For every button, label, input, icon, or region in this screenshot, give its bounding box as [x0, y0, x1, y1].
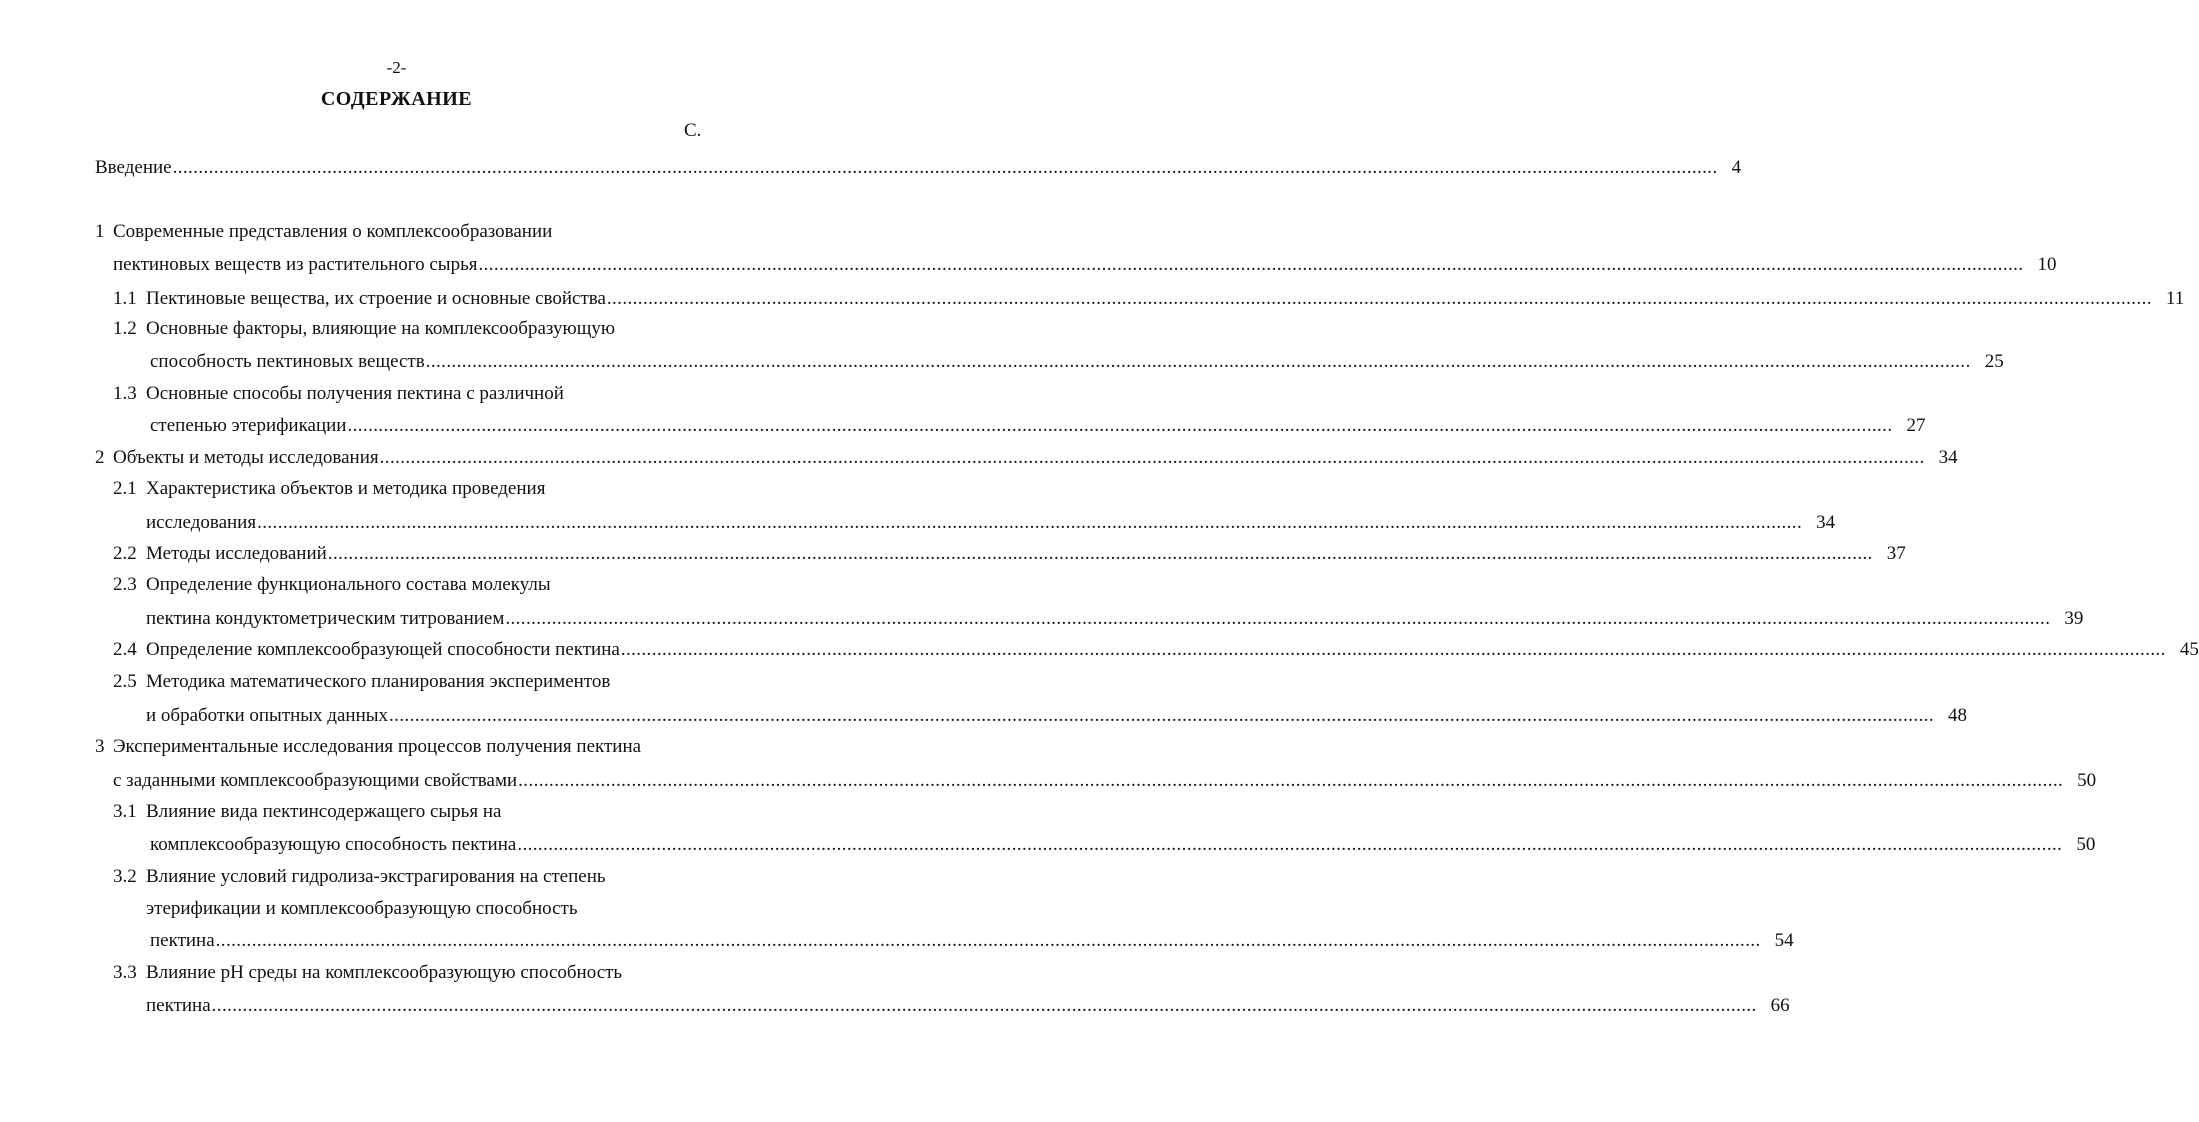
- toc-entry-number: 3.2: [113, 866, 137, 887]
- toc-entry-title: пектина кондуктометрическим титрованием: [146, 608, 505, 629]
- toc-line: [113, 666, 611, 694]
- toc-entry-number: 1.1: [113, 288, 137, 309]
- toc-leader-dots: ............................................................................................................................................................................................................................................................................................................: [215, 930, 1761, 951]
- toc-entry-title: Методика математического планирования экспериментов: [146, 671, 611, 692]
- toc-line: [113, 861, 606, 889]
- toc-page-number: 50: [2077, 770, 2097, 791]
- toc-entry-title: с заданными комплексообразующими свойствами: [113, 770, 518, 791]
- toc-entry-number: 3.1: [113, 801, 137, 822]
- toc-entry-title: пектиновых веществ из растительного сырья: [113, 254, 478, 275]
- toc-leader-dots: ............................................................................................................................................................................................................................................................................................................: [211, 995, 1757, 1016]
- page-column-label: С.: [684, 120, 702, 141]
- toc-line: [113, 249, 2057, 277]
- toc-leader-dots: ............................................................................................................................................................................................................................................................................................................: [379, 447, 1925, 468]
- toc-page-number: 27: [1906, 415, 1926, 436]
- toc-entry-title: комплексообразующую способность пектина: [150, 834, 517, 855]
- toc-entry-number: 1.3: [113, 383, 137, 404]
- toc-entry-title: Основные способы получения пектина с различной: [146, 383, 564, 404]
- toc-line: [113, 313, 616, 341]
- toc-entry-title: Влияние условий гидролиза-экстрагирования на степень: [146, 866, 606, 887]
- toc-page-number: 45: [2179, 639, 2199, 660]
- toc-page-number: 34: [1816, 512, 1836, 533]
- toc-entry-number: 2.1: [113, 478, 137, 499]
- page-number: -2-: [386, 58, 407, 77]
- toc-leader-dots: ............................................................................................................................................................................................................................................................................................................: [425, 351, 1971, 372]
- toc-leader-dots: ............................................................................................................................................................................................................................................................................................................: [517, 834, 2063, 855]
- toc-leader-dots: ............................................................................................................................................................................................................................................................................................................: [518, 770, 2064, 791]
- toc-line: [95, 216, 553, 244]
- toc-page-number: 4: [1731, 157, 1742, 178]
- toc-entry-title: Характеристика объектов и методика проведения: [146, 478, 546, 499]
- toc-entry-number: 2.2: [113, 543, 137, 564]
- toc-entry-title: Методы исследований: [146, 543, 327, 564]
- toc-line: [150, 346, 2004, 374]
- toc-line: [146, 990, 1790, 1018]
- toc-line: [113, 957, 623, 985]
- toc-entry-title: Экспериментальные исследования процессов получения пектина: [113, 736, 642, 757]
- toc-page-number: 39: [2064, 608, 2084, 629]
- toc-line: [146, 893, 577, 921]
- toc-line: [113, 765, 2097, 793]
- toc-page-number: 34: [1938, 447, 1958, 468]
- toc-line: [113, 378, 564, 406]
- toc-entry-title: и обработки опытных данных: [146, 705, 389, 726]
- toc-page-number: 54: [1774, 930, 1794, 951]
- toc-entry-number: 1: [95, 221, 105, 242]
- toc-entry-number: 3: [95, 736, 105, 757]
- toc-line: [150, 829, 2096, 857]
- toc-page-number: 66: [1770, 995, 1790, 1016]
- toc-entry-title: исследования: [146, 512, 257, 533]
- toc-page-number: 25: [1984, 351, 2004, 372]
- toc-entry-title: Влияние pH среды на комплексообразующую способность: [146, 962, 623, 983]
- toc-line: [113, 634, 2199, 662]
- toc-line: [95, 442, 1958, 470]
- toc-page-number: 10: [2037, 254, 2057, 275]
- toc-entry-title: Современные представления о комплексообразовании: [113, 221, 553, 242]
- toc-entry-number: 2.4: [113, 639, 137, 660]
- toc-line: [146, 700, 1968, 728]
- toc-line: [113, 538, 1906, 566]
- toc-line: [113, 473, 546, 501]
- toc-page-number: 37: [1886, 543, 1906, 564]
- toc-leader-dots: ............................................................................................................................................................................................................................................................................................................: [347, 415, 1893, 436]
- toc-line: [150, 925, 1794, 953]
- toc-entry-title: Объекты и методы исследования: [113, 447, 379, 468]
- toc-entry-title: Пектиновые вещества, их строение и основные свойства: [146, 288, 606, 309]
- toc-entry-number: 2.3: [113, 574, 137, 595]
- toc-page-number: 50: [2076, 834, 2096, 855]
- toc-line: [113, 796, 502, 824]
- toc-entry-title: Влияние вида пектинсодержащего сырья на: [146, 801, 502, 822]
- toc-entry-title: пектина: [146, 995, 211, 1016]
- toc-leader-dots: ............................................................................................................................................................................................................................................................................................................: [505, 608, 2051, 629]
- toc-entry-title: Определение комплексообразующей способности пектина: [146, 639, 620, 660]
- toc-leader-dots: ............................................................................................................................................................................................................................................................................................................: [606, 288, 2152, 309]
- toc-entry-number: 3.3: [113, 962, 137, 983]
- toc-entry-number: 1.2: [113, 318, 137, 339]
- toc-leader-dots: ............................................................................................................................................................................................................................................................................................................: [172, 157, 1718, 178]
- toc-entry-title: способность пектиновых веществ: [150, 351, 425, 372]
- toc-entry-title: Основные факторы, влияющие на комплексообразующую: [146, 318, 616, 339]
- toc-line: [146, 603, 2084, 631]
- toc-line: [113, 283, 2185, 311]
- toc-leader-dots: ............................................................................................................................................................................................................................................................................................................: [620, 639, 2166, 660]
- page-title: СОДЕРЖАНИЕ: [320, 88, 473, 110]
- toc-leader-dots: ............................................................................................................................................................................................................................................................................................................: [478, 254, 2024, 275]
- toc-line: [95, 731, 642, 759]
- toc-leader-dots: ............................................................................................................................................................................................................................................................................................................: [257, 512, 1803, 533]
- toc-entry-number: 2.5: [113, 671, 137, 692]
- toc-entry-title: пектина: [150, 930, 215, 951]
- toc-entry-title: Определение функционального состава молекулы: [146, 574, 551, 595]
- toc-entry-title: этерификации и комплексообразующую способность: [146, 898, 578, 919]
- toc-page-number: 48: [1948, 705, 1968, 726]
- toc-entry-number: 2: [95, 447, 105, 468]
- toc-line: [150, 410, 1926, 438]
- toc-line: [113, 569, 551, 597]
- toc-line: [146, 507, 1836, 535]
- toc-entry-title: степенью этерификации: [150, 415, 347, 436]
- toc-line: [95, 152, 1742, 180]
- toc-leader-dots: ............................................................................................................................................................................................................................................................................................................: [389, 705, 1935, 726]
- toc-page-number: 11: [2165, 288, 2185, 309]
- toc-entry-title: Введение: [95, 157, 172, 178]
- toc-leader-dots: ............................................................................................................................................................................................................................................................................................................: [327, 543, 1873, 564]
